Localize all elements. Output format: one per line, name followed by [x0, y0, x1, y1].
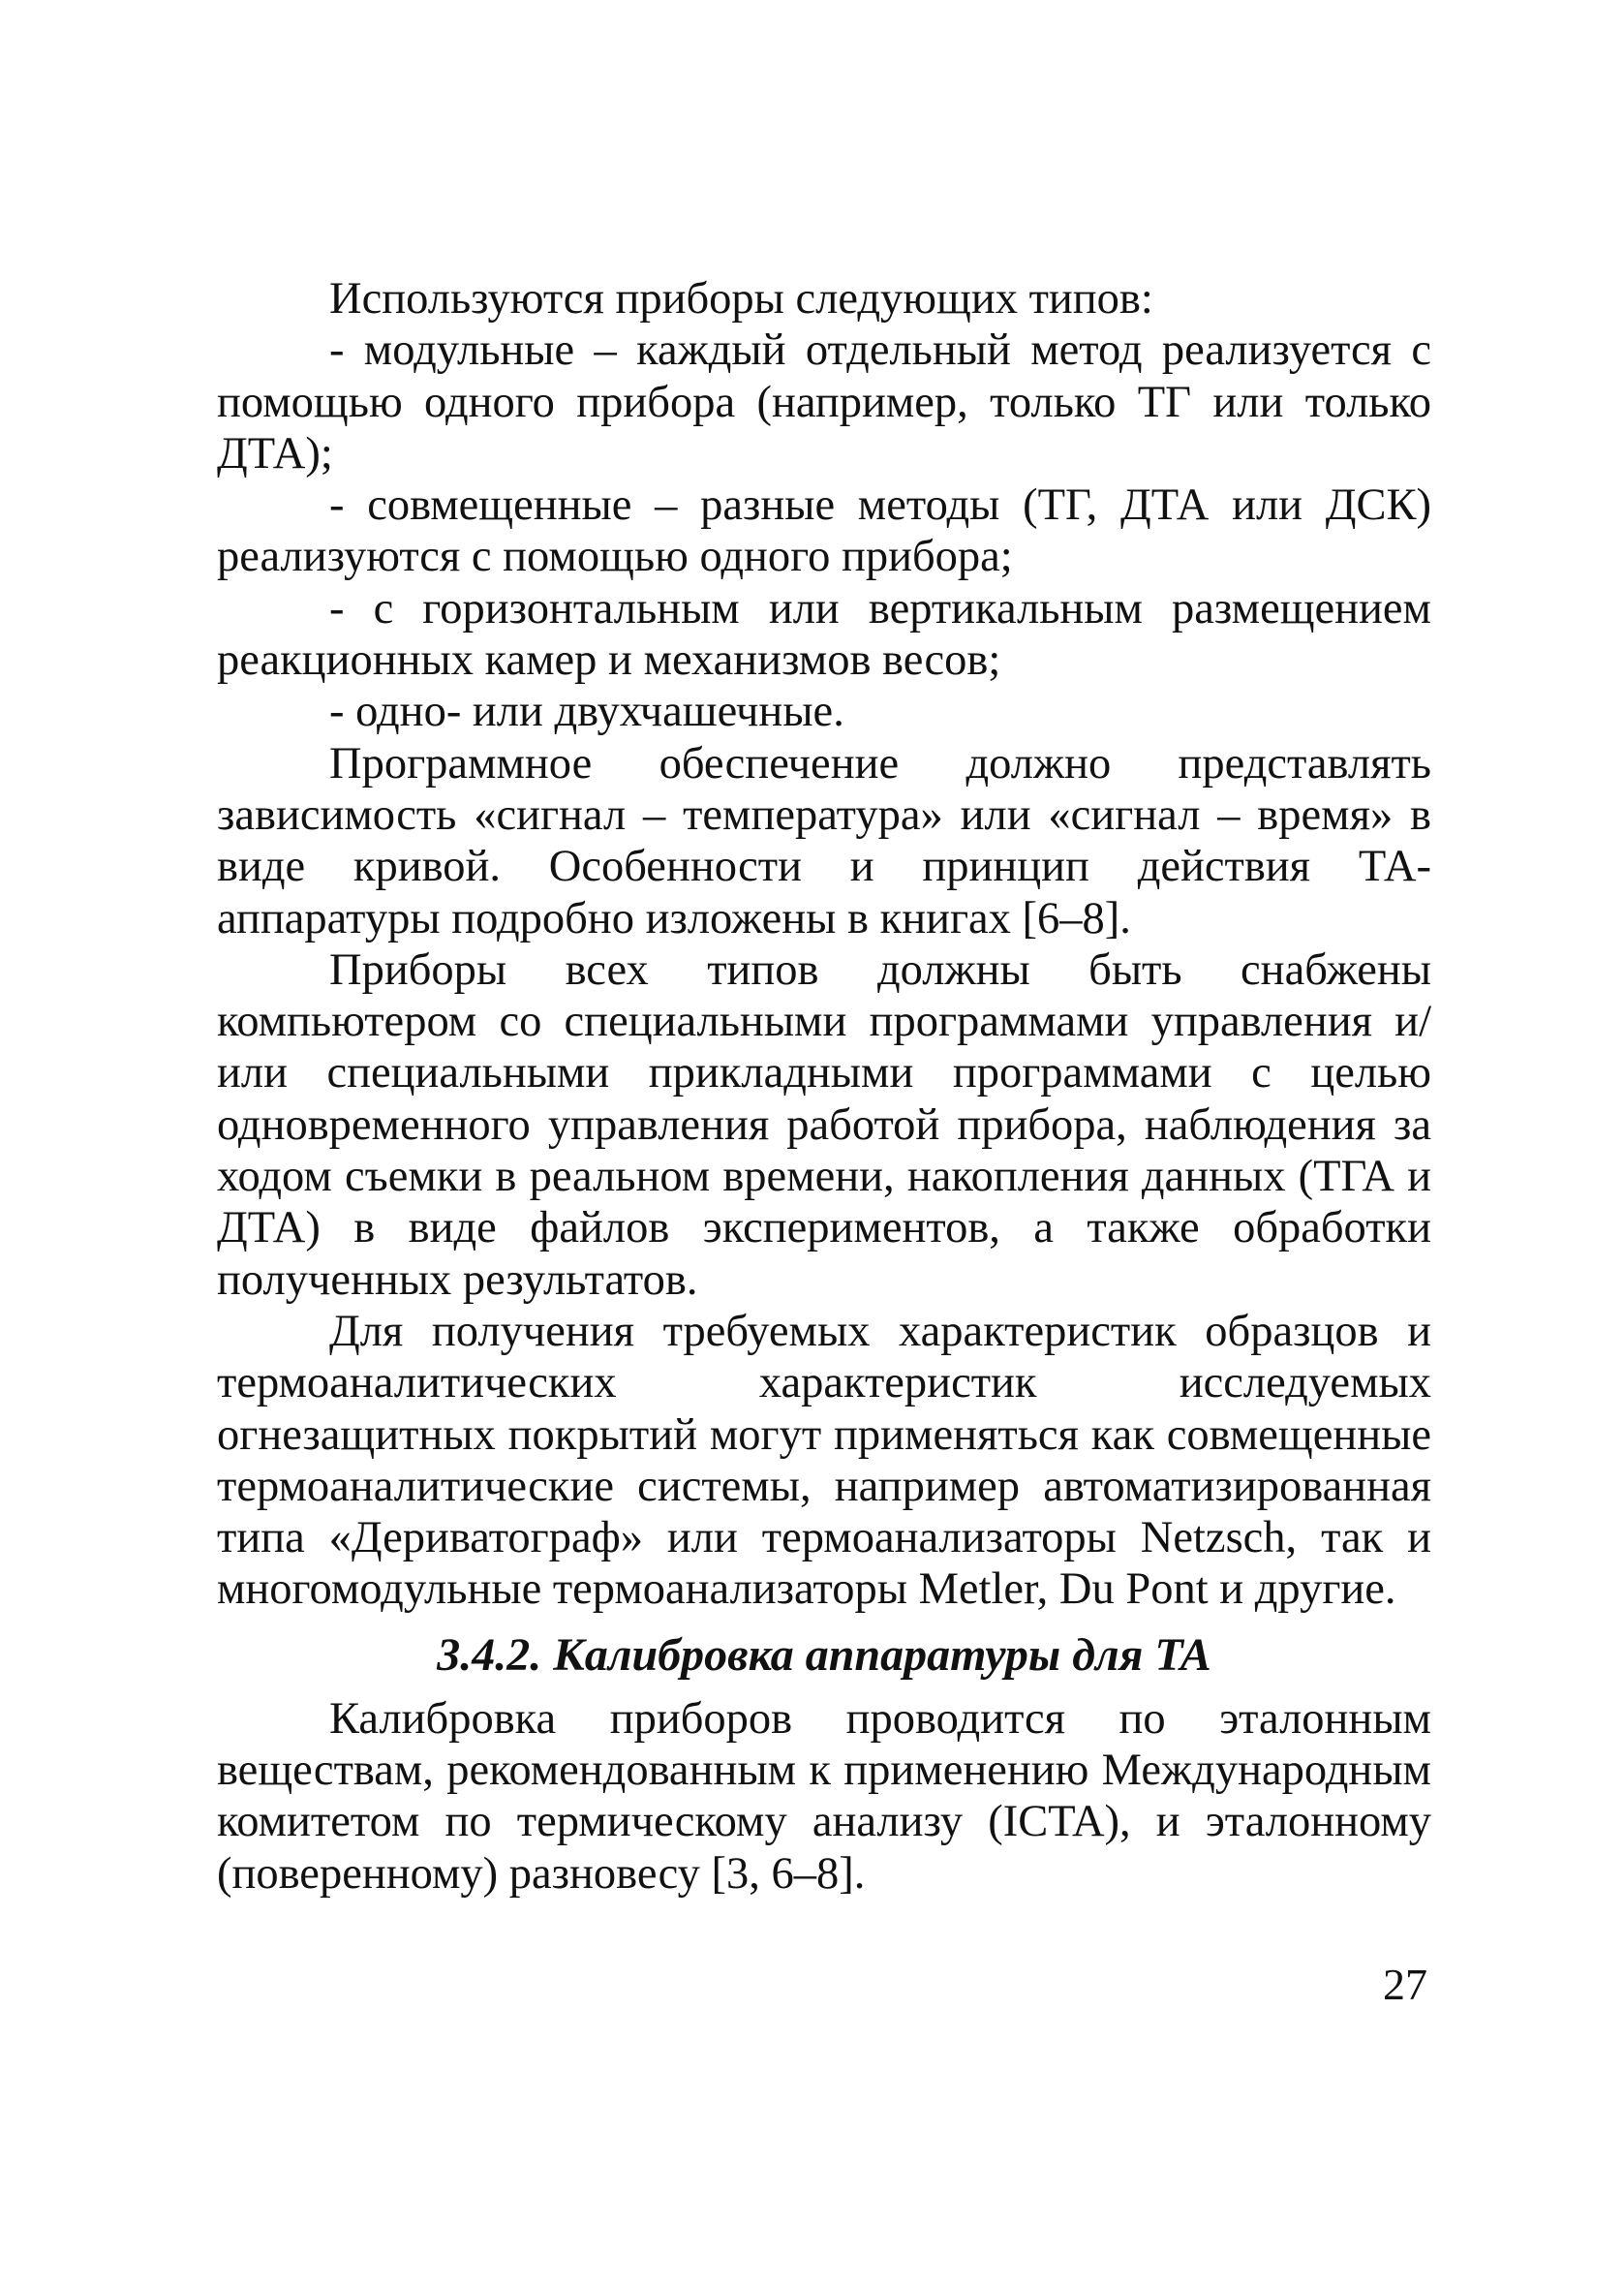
page-number: 27	[1383, 1960, 1427, 2009]
list-item-combined: - совмещенные – разные методы (ТГ, ДТА или ДСК) реализуются с помощью одного прибора;	[217, 480, 1431, 582]
section-heading: 3.4.2. Калибровка аппаратуры для ТА	[437, 1628, 1211, 1681]
software-paragraph: Программное обеспечение должно представлять зависимость «сигнал – температура» или «сигнал – время» в виде кривой. Особенности и принцип действия ТА-аппаратуры подробно изложены в книгах [6–8].	[217, 738, 1431, 943]
list-item-placement: - с горизонтальным или вертикальным размещением реакционных камер и механизмов весов;	[217, 583, 1431, 686]
list-item-modular: - модульные – каждый отдельный метод реализуется с помощью одного прибора (например, только ТГ или только ДТА);	[217, 325, 1431, 479]
systems-paragraph: Для получения требуемых характеристик образцов и термоаналитических характеристик исследуемых огнезащитных покрытий могут применяться как совмещенные термоаналитические системы, например автоматизированная типа «Дериватограф» или термоанализаторы Netzsch, так и многомодульные термоанализаторы Metler, Du Pont и другие.	[217, 1306, 1431, 1615]
text-block	[217, 273, 1431, 1900]
intro-paragraph: Используются приборы следующих типов:	[329, 274, 1153, 324]
calibration-paragraph: Калибровка приборов проводится по эталонным веществам, рекомендованным к применению Международным комитетом по термическому анализу (ICTA), и эталонному (поверенному) разновесу [3, 6–8].	[217, 1693, 1431, 1899]
list-item-pans: - одно- или двухчашечные.	[329, 687, 844, 737]
computer-paragraph: Приборы всех типов должны быть снабжены компьютером со специальными программами управления и/или специальными прикладными программами с целью одновременного управления работой прибора, наблюдения за ходом съемки в реальном времени, накопления данных (ТГА и ДТА) в виде файлов экспериментов, а также обработки полученных результатов.	[217, 944, 1431, 1305]
